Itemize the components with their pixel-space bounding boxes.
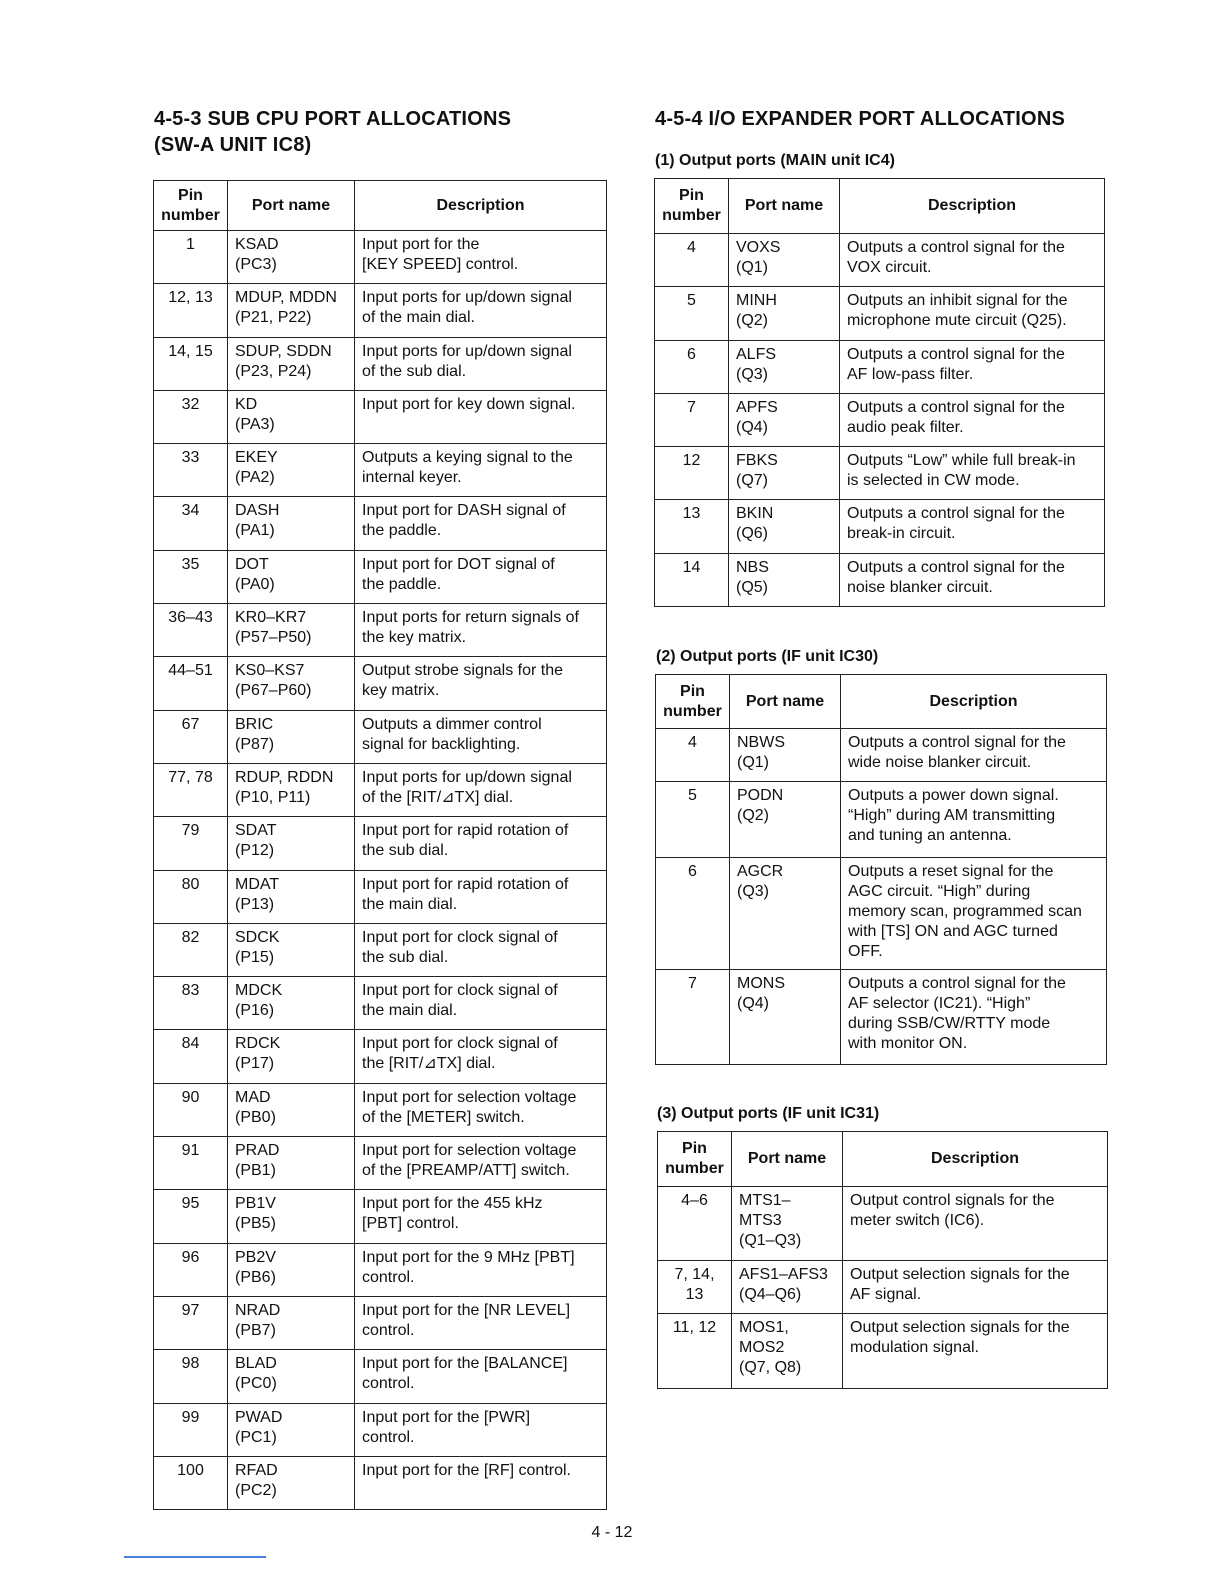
pin-number-cell: 82 [154, 923, 228, 976]
pin-number-header: Pin number [154, 181, 228, 231]
table-header-row [154, 181, 607, 231]
port-name-cell: MDCK (P16) [228, 977, 355, 1030]
description-header: Description [840, 179, 1105, 234]
table-row [655, 500, 1105, 553]
left-section-title: 4-5-3 SUB CPU PORT ALLOCATIONS (SW-A UNIT IC8) [154, 108, 512, 156]
description-cell: Input port for selection voltage of the [METER] switch. [355, 1083, 607, 1136]
description-cell: Input port for selection voltage of the [PREAMP/ATT] switch. [355, 1137, 607, 1190]
port-name-cell: MTS1– MTS3 (Q1–Q3) [732, 1187, 843, 1261]
pin-number-cell: 79 [154, 817, 228, 870]
description-cell: Input port for DOT signal of the paddle. [355, 550, 607, 603]
footer-divider [124, 1556, 266, 1558]
description-cell: Output strobe signals for the key matrix. [355, 657, 607, 710]
table-row [154, 1456, 607, 1509]
main-ic4-subtitle: (1) Output ports (MAIN unit IC4) [655, 152, 895, 169]
table-row [154, 444, 607, 497]
pin-number-cell: 80 [154, 870, 228, 923]
table-row [655, 287, 1105, 340]
table-row [658, 1187, 1108, 1261]
pin-number-cell: 11, 12 [658, 1314, 732, 1389]
table-row [655, 553, 1105, 606]
port-name-cell: AGCR (Q3) [730, 858, 841, 970]
description-cell: Input port for the [BALANCE] control. [355, 1350, 607, 1403]
port-name-cell: KSAD (PC3) [228, 231, 355, 284]
table-row [655, 340, 1105, 393]
port-name-cell: NBS (Q5) [729, 553, 840, 606]
description-cell: Input port for rapid rotation of the main dial. [355, 870, 607, 923]
pin-number-cell: 13 [655, 500, 729, 553]
port-name-cell: DASH (PA1) [228, 497, 355, 550]
description-cell: Outputs a control signal for the wide noise blanker circuit. [841, 729, 1107, 782]
description-cell: Input ports for up/down signal of the main dial. [355, 284, 607, 337]
page-number: 4 - 12 [591, 1524, 633, 1541]
port-name-cell: EKEY (PA2) [228, 444, 355, 497]
port-name-header: Port name [228, 181, 355, 231]
port-name-cell: SDAT (P12) [228, 817, 355, 870]
pin-number-cell: 91 [154, 1137, 228, 1190]
sub-cpu-port-table [153, 180, 607, 1510]
description-cell: Outputs a keying signal to the internal keyer. [355, 444, 607, 497]
port-name-cell: RDCK (P17) [228, 1030, 355, 1083]
table-row [656, 858, 1107, 970]
pin-number-cell: 14 [655, 553, 729, 606]
description-cell: Input ports for up/down signal of the sub dial. [355, 337, 607, 390]
description-cell: Outputs a reset signal for the AGC circuit. “High” during memory scan, programmed scan with [TS] ON and AGC turned OFF. [841, 858, 1107, 970]
pin-number-cell: 5 [656, 782, 730, 858]
pin-number-header: Pin number [656, 675, 730, 729]
port-name-cell: MINH (Q2) [729, 287, 840, 340]
pin-number-cell: 32 [154, 390, 228, 443]
pin-number-cell: 44–51 [154, 657, 228, 710]
port-name-cell: MDUP, MDDN (P21, P22) [228, 284, 355, 337]
table-row [656, 729, 1107, 782]
description-cell: Output control signals for the meter switch (IC6). [843, 1187, 1108, 1261]
table-row [656, 970, 1107, 1065]
description-cell: Input port for the [PWR] control. [355, 1403, 607, 1456]
pin-number-cell: 99 [154, 1403, 228, 1456]
description-cell: Input port for the 9 MHz [PBT] control. [355, 1243, 607, 1296]
pin-number-cell: 98 [154, 1350, 228, 1403]
description-cell: Outputs a dimmer control signal for backlighting. [355, 710, 607, 763]
port-name-cell: APFS (Q4) [729, 393, 840, 446]
description-header: Description [843, 1132, 1108, 1187]
table-row [154, 231, 607, 284]
description-cell: Input port for the [KEY SPEED] control. [355, 231, 607, 284]
table-row [655, 447, 1105, 500]
main-ic4-port-table [654, 178, 1105, 607]
pin-number-cell: 7, 14, 13 [658, 1261, 732, 1314]
port-name-cell: RDUP, RDDN (P10, P11) [228, 763, 355, 816]
description-cell: Input ports for up/down signal of the [RIT/⊿TX] dial. [355, 763, 607, 816]
description-cell: Output selection signals for the modulation signal. [843, 1314, 1108, 1389]
port-name-cell: BRIC (P87) [228, 710, 355, 763]
table-row [154, 977, 607, 1030]
pin-number-cell: 7 [656, 970, 730, 1065]
table-row [154, 817, 607, 870]
table-row [154, 1350, 607, 1403]
port-name-cell: KS0–KS7 (P67–P60) [228, 657, 355, 710]
port-name-cell: SDUP, SDDN (P23, P24) [228, 337, 355, 390]
port-name-cell: ALFS (Q3) [729, 340, 840, 393]
description-cell: Outputs a control signal for the audio peak filter. [840, 393, 1105, 446]
table-row [154, 657, 607, 710]
port-name-header: Port name [730, 675, 841, 729]
port-name-cell: NBWS (Q1) [730, 729, 841, 782]
port-name-cell: MAD (PB0) [228, 1083, 355, 1136]
pin-number-header: Pin number [655, 179, 729, 234]
port-name-cell: MDAT (P13) [228, 870, 355, 923]
port-name-cell: MONS (Q4) [730, 970, 841, 1065]
description-cell: Outputs a control signal for the AF low-pass filter. [840, 340, 1105, 393]
description-cell: Input port for key down signal. [355, 390, 607, 443]
port-name-cell: PWAD (PC1) [228, 1403, 355, 1456]
description-header: Description [841, 675, 1107, 729]
pin-number-cell: 6 [655, 340, 729, 393]
description-cell: Input ports for return signals of the key matrix. [355, 604, 607, 657]
table-header-row [656, 675, 1107, 729]
table-header-row [655, 179, 1105, 234]
pin-number-cell: 77, 78 [154, 763, 228, 816]
description-cell: Outputs a control signal for the break-in circuit. [840, 500, 1105, 553]
table-row [154, 1296, 607, 1349]
pin-number-cell: 4 [655, 234, 729, 287]
description-cell: Input port for clock signal of the sub dial. [355, 923, 607, 976]
description-cell: Input port for clock signal of the [RIT/⊿TX] dial. [355, 1030, 607, 1083]
pin-number-cell: 7 [655, 393, 729, 446]
description-cell: Outputs a control signal for the AF selector (IC21). “High” during SSB/CW/RTTY mode with monitor ON. [841, 970, 1107, 1065]
description-cell: Input port for the [RF] control. [355, 1456, 607, 1509]
description-cell: Input port for the 455 kHz [PBT] control. [355, 1190, 607, 1243]
pin-number-cell: 97 [154, 1296, 228, 1349]
table-row [154, 1083, 607, 1136]
pin-number-cell: 67 [154, 710, 228, 763]
table-row [154, 1137, 607, 1190]
port-name-cell: NRAD (PB7) [228, 1296, 355, 1349]
port-name-cell: VOXS (Q1) [729, 234, 840, 287]
pin-number-cell: 83 [154, 977, 228, 1030]
if-ic31-subtitle: (3) Output ports (IF unit IC31) [657, 1105, 880, 1122]
pin-number-cell: 1 [154, 231, 228, 284]
table-row [655, 234, 1105, 287]
table-row [154, 604, 607, 657]
port-name-cell: RFAD (PC2) [228, 1456, 355, 1509]
table-header-row [658, 1132, 1108, 1187]
description-header: Description [355, 181, 607, 231]
port-name-header: Port name [729, 179, 840, 234]
port-name-cell: KR0–KR7 (P57–P50) [228, 604, 355, 657]
pin-number-cell: 12, 13 [154, 284, 228, 337]
table-row [154, 390, 607, 443]
pin-number-cell: 4 [656, 729, 730, 782]
pin-number-cell: 6 [656, 858, 730, 970]
port-name-header: Port name [732, 1132, 843, 1187]
description-cell: Outputs a control signal for the VOX circuit. [840, 234, 1105, 287]
table-row [154, 1403, 607, 1456]
table-row [154, 923, 607, 976]
table-row [154, 710, 607, 763]
table-row [154, 1030, 607, 1083]
port-name-cell: SDCK (P15) [228, 923, 355, 976]
table-row [655, 393, 1105, 446]
description-cell: Output selection signals for the AF signal. [843, 1261, 1108, 1314]
port-name-cell: PB2V (PB6) [228, 1243, 355, 1296]
port-name-cell: FBKS (Q7) [729, 447, 840, 500]
description-cell: Input port for clock signal of the main dial. [355, 977, 607, 1030]
description-cell: Outputs “Low” while full break-in is selected in CW mode. [840, 447, 1105, 500]
port-name-cell: PODN (Q2) [730, 782, 841, 858]
description-cell: Outputs an inhibit signal for the microphone mute circuit (Q25). [840, 287, 1105, 340]
pin-number-cell: 100 [154, 1456, 228, 1509]
pin-number-cell: 90 [154, 1083, 228, 1136]
pin-number-cell: 34 [154, 497, 228, 550]
description-cell: Outputs a control signal for the noise blanker circuit. [840, 553, 1105, 606]
table-row [154, 284, 607, 337]
pin-number-cell: 36–43 [154, 604, 228, 657]
pin-number-cell: 35 [154, 550, 228, 603]
pin-number-cell: 14, 15 [154, 337, 228, 390]
pin-number-cell: 96 [154, 1243, 228, 1296]
table-row [154, 1190, 607, 1243]
port-name-cell: PB1V (PB5) [228, 1190, 355, 1243]
port-name-cell: BKIN (Q6) [729, 500, 840, 553]
description-cell: Input port for the [NR LEVEL] control. [355, 1296, 607, 1349]
table-row [154, 1243, 607, 1296]
pin-number-cell: 95 [154, 1190, 228, 1243]
right-section-title: 4-5-4 I/O EXPANDER PORT ALLOCATIONS [655, 108, 1065, 130]
port-name-cell: MOS1, MOS2 (Q7, Q8) [732, 1314, 843, 1389]
pin-number-cell: 84 [154, 1030, 228, 1083]
table-row [658, 1314, 1108, 1389]
if-ic31-port-table [657, 1131, 1108, 1389]
pin-number-cell: 4–6 [658, 1187, 732, 1261]
port-name-cell: PRAD (PB1) [228, 1137, 355, 1190]
table-row [658, 1261, 1108, 1314]
description-cell: Input port for rapid rotation of the sub dial. [355, 817, 607, 870]
port-name-cell: AFS1–AFS3 (Q4–Q6) [732, 1261, 843, 1314]
pin-number-cell: 12 [655, 447, 729, 500]
if-ic30-subtitle: (2) Output ports (IF unit IC30) [656, 648, 879, 665]
table-row [656, 782, 1107, 858]
description-cell: Input port for DASH signal of the paddle. [355, 497, 607, 550]
table-row [154, 870, 607, 923]
description-cell: Outputs a power down signal. “High” during AM transmitting and tuning an antenna. [841, 782, 1107, 858]
pin-number-cell: 33 [154, 444, 228, 497]
if-ic30-port-table [655, 674, 1107, 1065]
port-name-cell: DOT (PA0) [228, 550, 355, 603]
pin-number-cell: 5 [655, 287, 729, 340]
table-row [154, 337, 607, 390]
port-name-cell: BLAD (PC0) [228, 1350, 355, 1403]
table-row [154, 550, 607, 603]
pin-number-header: Pin number [658, 1132, 732, 1187]
table-row [154, 763, 607, 816]
port-name-cell: KD (PA3) [228, 390, 355, 443]
table-row [154, 497, 607, 550]
